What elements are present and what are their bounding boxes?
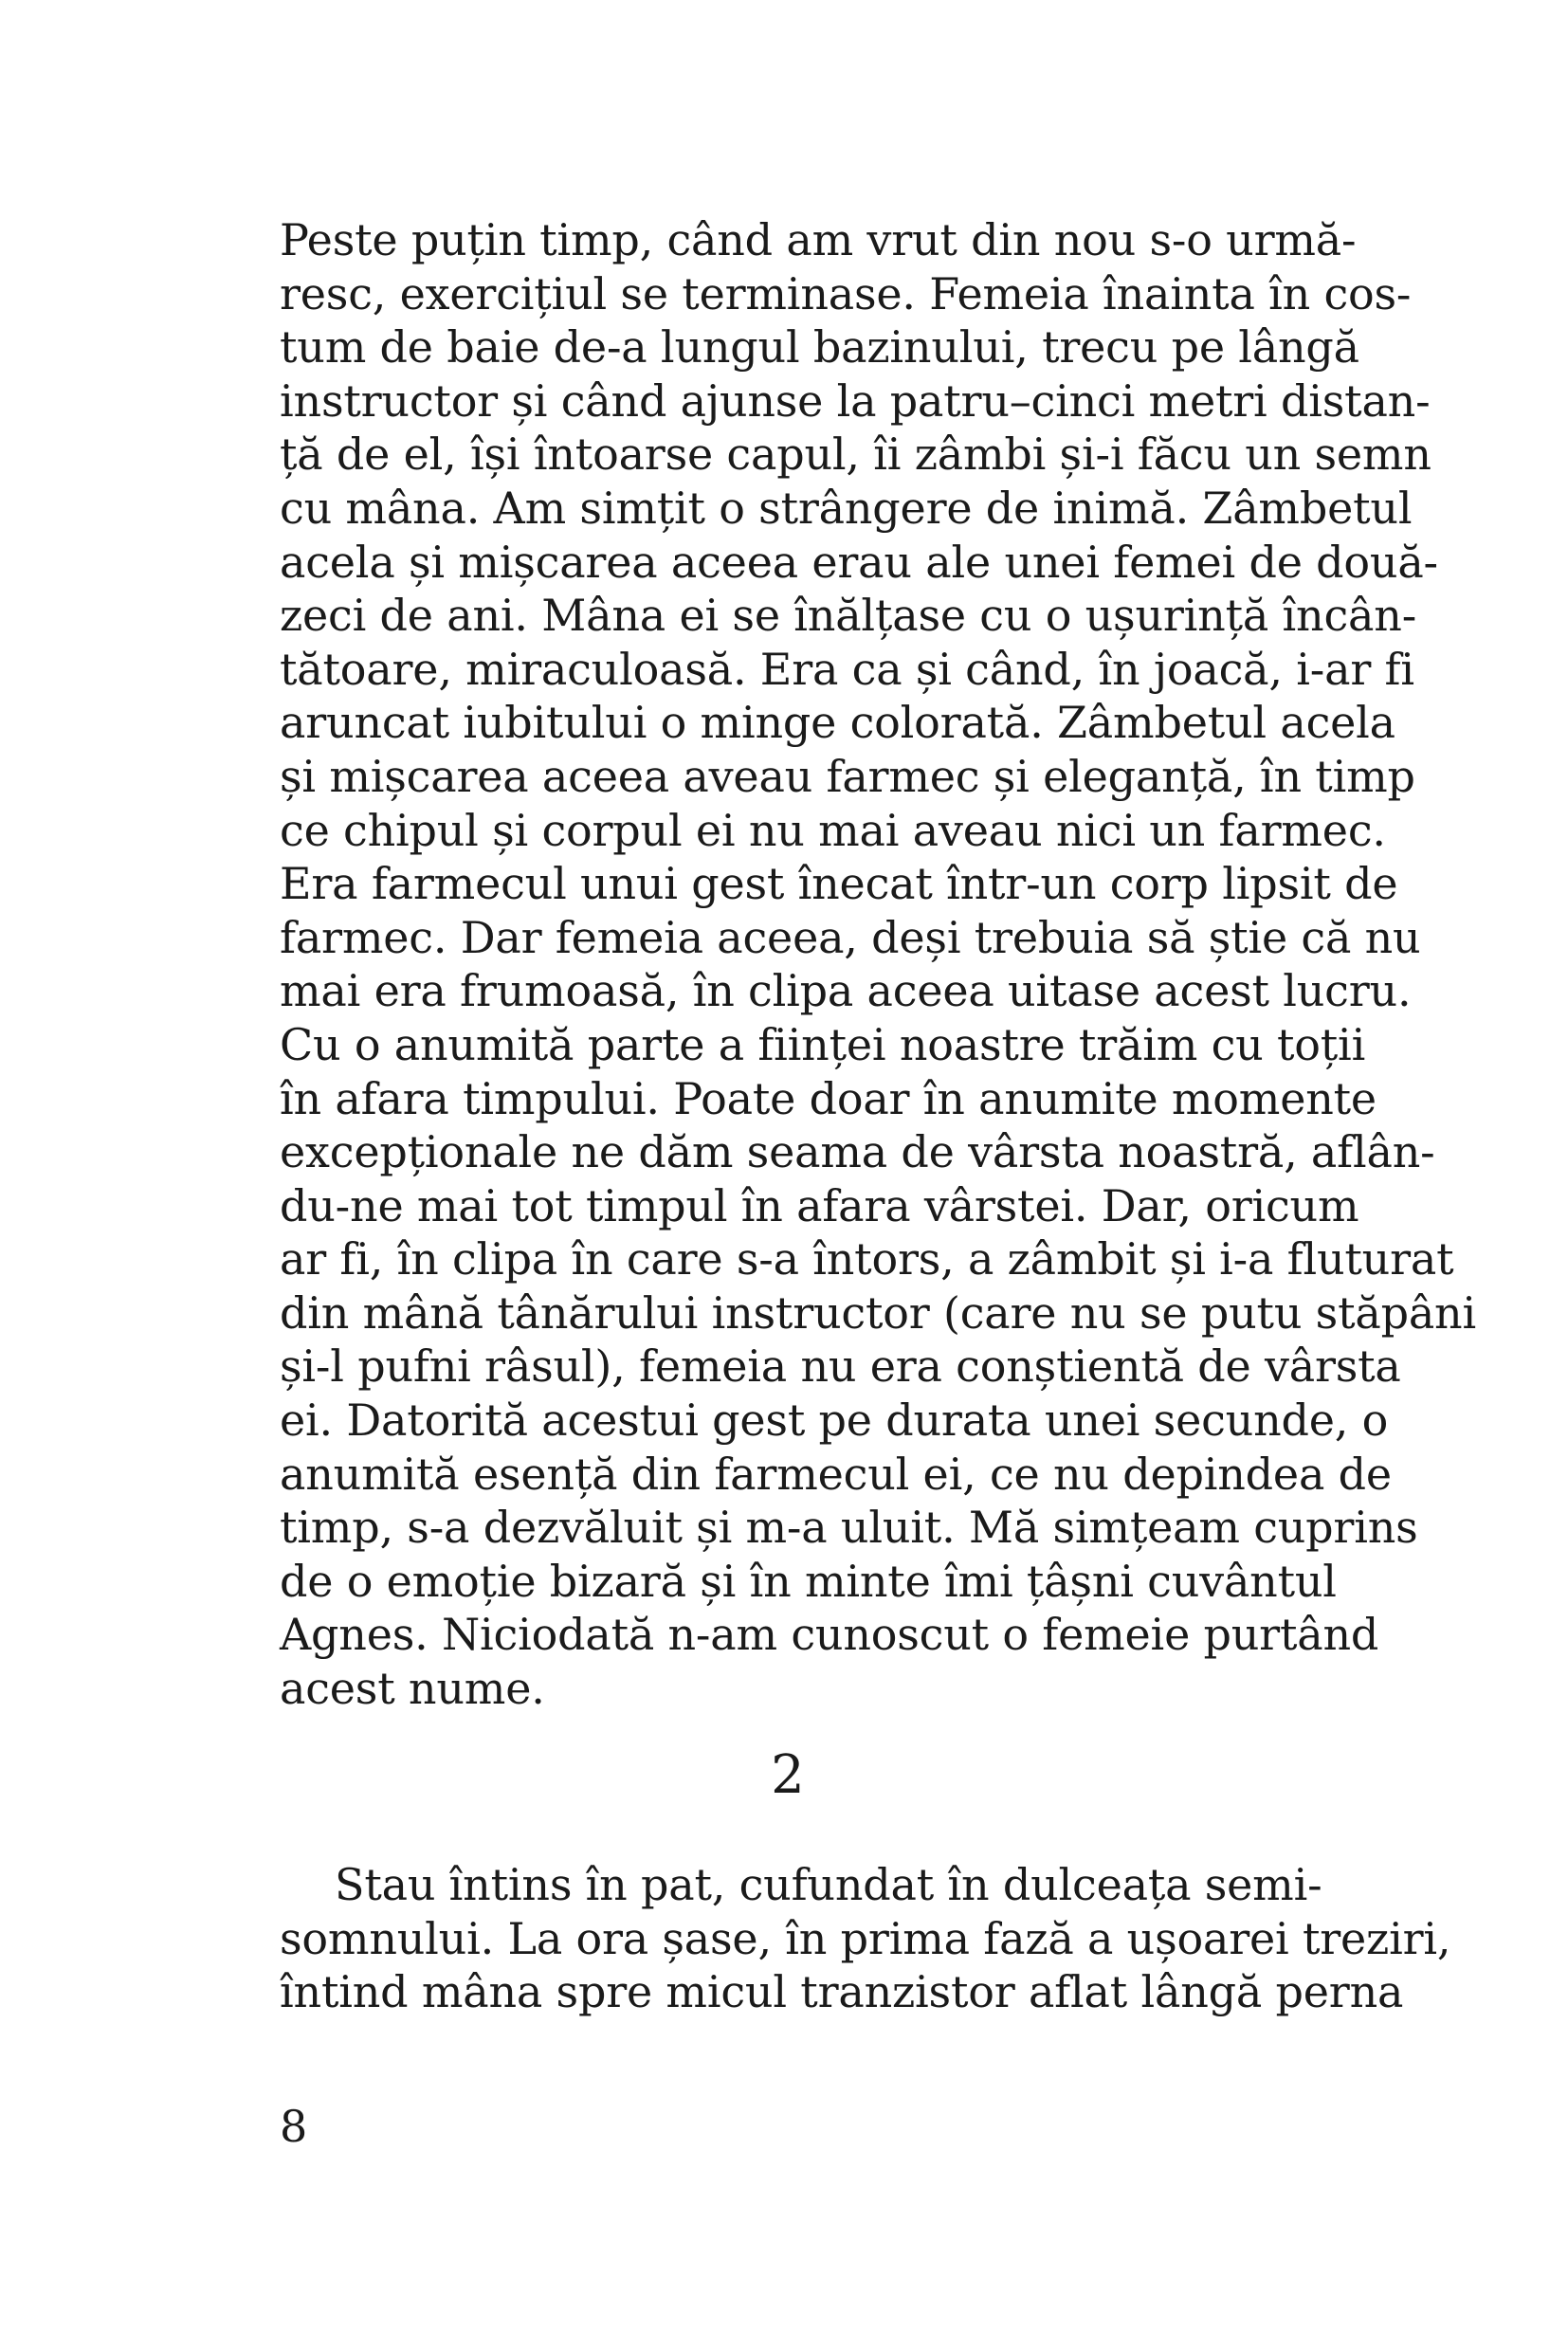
text-line: somnului. La ora șase, în prima fază a ușoarei treziri,: [280, 1912, 1451, 1964]
text-line: Agnes. Niciodată n-am cunoscut o femeie purtând: [280, 1609, 1379, 1661]
text-line: zeci de ani. Mâna ei se înălțase cu o ușurință încân-: [280, 590, 1417, 642]
text-line: ei. Datorită acestui gest pe durata unei secunde, o: [280, 1395, 1389, 1447]
text-line: tum de baie de-a lungul bazinului, trecu pe lângă: [280, 321, 1359, 374]
text-line: resc, exercițiul se terminase. Femeia înainta în cos-: [280, 267, 1412, 319]
text-line: acest nume.: [280, 1663, 545, 1715]
text-line: ce chipul și corpul ei nu mai aveau nici un farmec.: [280, 804, 1386, 856]
text-line: și mișcarea aceea aveau farmec și eleganță, în timp: [280, 750, 1415, 802]
text-line: în afara timpului. Poate doar în anumite momente: [280, 1072, 1377, 1124]
text-line: du-ne mai tot timpul în afara vârstei. Dar, oricum: [280, 1179, 1359, 1231]
text-line: Era farmecul unui gest înecat într-un corp lipsit de: [280, 858, 1398, 910]
text-line: farmec. Dar femeia aceea, deși trebuia să știe că nu: [280, 911, 1421, 963]
text-line: ță de el, își întoarse capul, îi zâmbi și-i făcu un semn: [280, 428, 1431, 481]
section-heading-number: 2: [771, 1744, 805, 1806]
text-line: acela și mișcarea aceea erau ale unei femei de două-: [280, 536, 1438, 588]
text-line: excepționale ne dăm seama de vârsta noastră, aflân-: [280, 1126, 1435, 1178]
text-line: anumită esență din farmecul ei, ce nu depindea de: [280, 1448, 1392, 1500]
paragraph-2: [280, 1858, 1451, 2019]
text-line: de o emoție bizară și în minte îmi țâșni cuvântul: [280, 1555, 1337, 1607]
text-line: timp, s-a dezvăluit și m-a uluit. Mă simțeam cuprins: [280, 1502, 1418, 1554]
paragraph-1: [280, 213, 1476, 1716]
text-line: mai era frumoasă, în clipa aceea uitase acest lucru.: [280, 965, 1412, 1017]
text-line: întind mâna spre micul tranzistor aflat lângă perna: [280, 1966, 1404, 2018]
text-line: cu mâna. Am simțit o strângere de inimă. Zâmbetul: [280, 482, 1413, 534]
text-line: aruncat iubitului o minge colorată. Zâmbetul acela: [280, 697, 1395, 749]
text-line: și-l pufni râsul), femeia nu era conștientă de vârsta: [280, 1340, 1401, 1393]
text-line: ar fi, în clipa în care s-a întors, a zâmbit și i-a fluturat: [280, 1233, 1454, 1285]
text-line: Peste puțin timp, când am vrut din nou s-o urmă-: [280, 214, 1357, 265]
text-line: instructor și când ajunse la patru–cinci metri distan-: [280, 374, 1431, 427]
text-line: Stau întins în pat, cufundat în dulceața semi-: [335, 1859, 1322, 1910]
text-line: din mână tânărului instructor (care nu se putu stăpâni: [280, 1286, 1476, 1339]
text-line: Cu o anumită parte a ființei noastre trăim cu toții: [280, 1018, 1366, 1070]
page-number: 8: [280, 2101, 308, 2152]
text-line: tătoare, miraculoasă. Era ca și când, în joacă, i-ar fi: [280, 643, 1414, 695]
